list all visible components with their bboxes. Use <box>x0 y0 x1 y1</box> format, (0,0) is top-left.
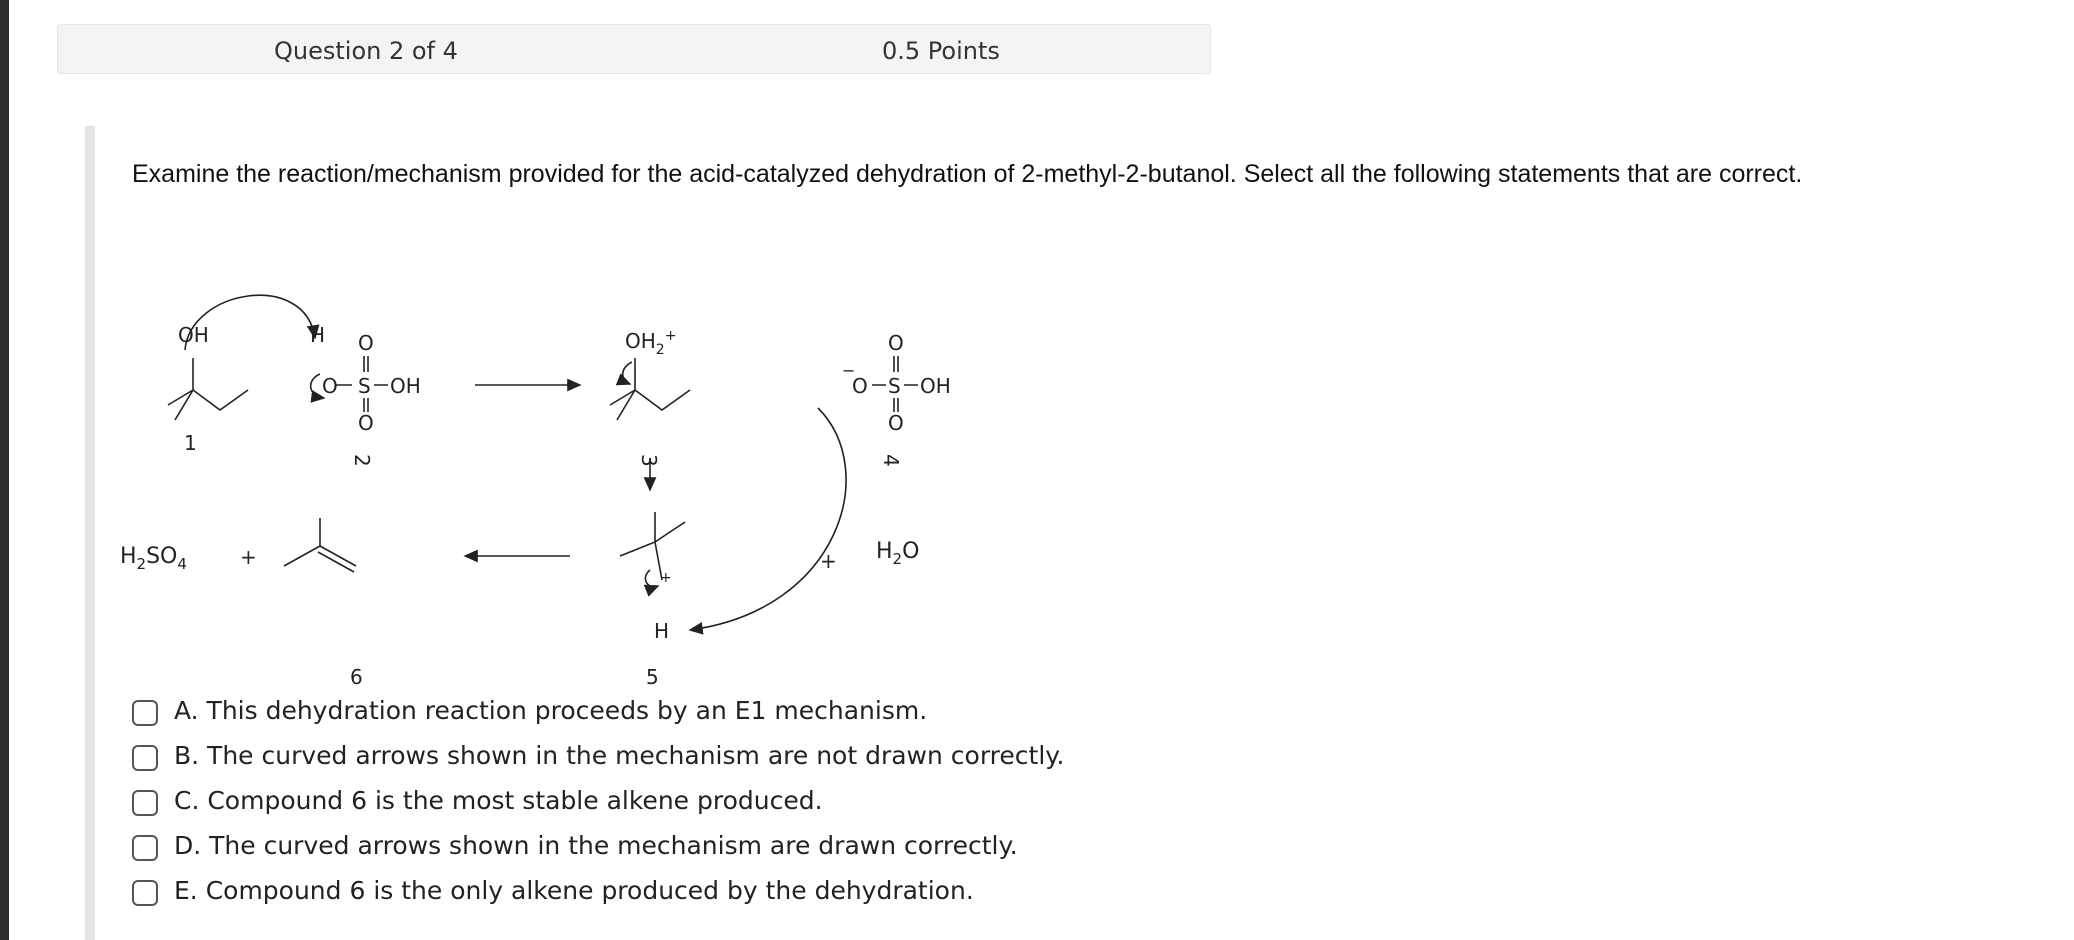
compound-4-charge: − <box>842 361 856 380</box>
h2so4-sub2: 2 <box>136 555 147 573</box>
choice-c-label: C. Compound 6 is the most stable alkene produced. <box>174 786 823 815</box>
curved-arrow-ch-bond <box>645 570 658 587</box>
h2so4-so: SO <box>146 544 178 569</box>
svg-text:H2O <box>876 539 919 568</box>
plus-left: + <box>240 545 257 569</box>
checkbox-b[interactable] <box>132 745 158 771</box>
choice-a-label: A. This dehydration reaction proceeds by an E1 mechanism. <box>174 696 928 725</box>
question-points: 0.5 Points <box>882 37 1000 65</box>
checkbox-d[interactable] <box>132 835 158 861</box>
plus-right: + <box>820 549 837 573</box>
water-o: O <box>902 539 920 564</box>
compound-2-s: S <box>358 374 371 398</box>
curved-arrow-base-to-h <box>690 408 846 630</box>
compound-2-o-top: O <box>358 331 374 355</box>
question-prompt: Examine the reaction/mechanism provided for the acid-catalyzed dehydration of 2-methyl-2-butanol. Select all the following statements that are correct. <box>132 160 1803 188</box>
checkbox-e[interactable] <box>132 880 158 906</box>
choice-d-label: D. The curved arrows shown in the mechanism are drawn correctly. <box>174 831 1018 860</box>
compound-number-4: 4 <box>879 454 903 467</box>
compound-3-oh: OH <box>625 329 656 353</box>
compound-3-charge: + <box>664 328 677 344</box>
compound-number-6: 6 <box>350 665 363 689</box>
checkbox-c[interactable] <box>132 790 158 816</box>
compound-4-o-left: O <box>852 374 868 398</box>
compound-2-oh: OH <box>390 374 421 398</box>
compound-4-oh: OH <box>920 374 951 398</box>
compound-number-3: 3 <box>637 454 661 467</box>
compound-number-5: 5 <box>646 665 659 689</box>
compound-2-o-left: O <box>322 374 338 398</box>
checkbox-a[interactable] <box>132 700 158 726</box>
compound-2-o-bottom: O <box>358 411 374 435</box>
compound-number-2: 2 <box>350 454 374 467</box>
water-sub: 2 <box>892 550 903 568</box>
question-counter: Question 2 of 4 <box>274 37 458 65</box>
compound-1-oh: OH <box>178 323 209 347</box>
compound-2-h: H <box>310 323 326 347</box>
window-left-edge <box>0 0 9 940</box>
water-h: H <box>876 539 893 564</box>
mechanism-diagram <box>120 250 951 700</box>
compound-1-skeleton <box>168 358 248 420</box>
compound-number-1: 1 <box>184 431 197 455</box>
choice-e-label: E. Compound 6 is the only alkene produced by the dehydration. <box>174 876 974 905</box>
compound-4-s: S <box>888 374 901 398</box>
choice-b-label: B. The curved arrows shown in the mechanism are not drawn correctly. <box>174 741 1065 770</box>
curved-arrow-oh2-leaving <box>623 362 632 384</box>
h2so4-sub4: 4 <box>177 555 187 573</box>
compound-5-charge: + <box>660 570 672 586</box>
compound-4-o-top: O <box>888 331 904 355</box>
compound-5-skeleton <box>620 512 685 580</box>
question-header-bar <box>57 24 1211 74</box>
compound-3-sub: 2 <box>655 342 665 358</box>
compound-6-skeleton <box>284 518 356 572</box>
svg-text:H2SO4 <box>120 544 187 573</box>
svg-text:OH2+ <box>625 328 676 358</box>
compound-4-o-bottom: O <box>888 411 904 435</box>
compound-5-h: H <box>654 619 670 643</box>
compound-3-skeleton <box>610 358 690 420</box>
h2so4-h: H <box>120 544 137 569</box>
